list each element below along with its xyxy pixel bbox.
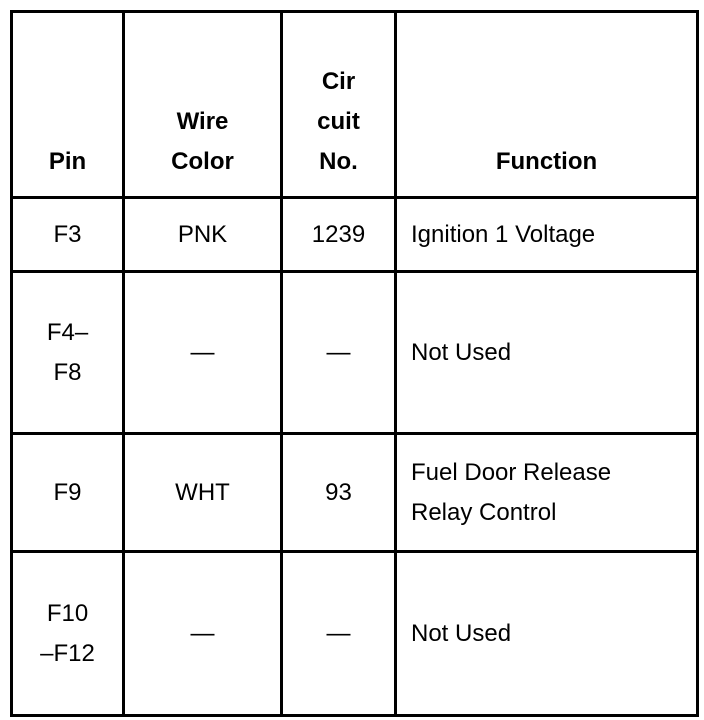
header-pin: Pin xyxy=(12,12,124,198)
wire-color-cell: — xyxy=(124,552,282,716)
wire-color-cell: — xyxy=(124,272,282,434)
function-cell: Ignition 1 Voltage xyxy=(396,198,698,272)
pin-cell xyxy=(12,552,124,716)
pin-line-2: F8 xyxy=(53,358,82,386)
pin-cell: F3 xyxy=(12,198,124,272)
header-circuit-no xyxy=(282,12,396,198)
function-line-1: Fuel Door Release xyxy=(411,458,612,486)
header-circuit-line-2: cuit xyxy=(317,108,360,135)
header-row xyxy=(12,12,698,198)
function-cell: Not Used xyxy=(396,272,698,434)
pin-line-1: F4– xyxy=(46,318,89,346)
header-wire-color-line-2: Color xyxy=(171,148,234,175)
wire-color-cell: WHT xyxy=(124,434,282,552)
circuit-cell: — xyxy=(282,552,396,716)
header-wire-color-line-1: Wire xyxy=(176,108,229,135)
circuit-cell: — xyxy=(282,272,396,434)
table-row xyxy=(12,272,698,434)
pin-line-1: F10 xyxy=(46,599,89,627)
pin-cell: F9 xyxy=(12,434,124,552)
header-function: Function xyxy=(396,12,698,198)
function-line-2: Relay Control xyxy=(411,498,557,526)
pin-line-2: –F12 xyxy=(40,639,95,667)
table-row xyxy=(12,198,698,272)
circuit-cell: 93 xyxy=(282,434,396,552)
function-cell xyxy=(396,434,698,552)
circuit-cell: 1239 xyxy=(282,198,396,272)
wire-color-cell: PNK xyxy=(124,198,282,272)
table-row xyxy=(12,434,698,552)
header-wire-color xyxy=(124,12,282,198)
header-circuit-line-1: Cir xyxy=(321,68,356,95)
connector-pin-table xyxy=(10,10,699,717)
header-circuit-line-3: No. xyxy=(319,148,358,175)
table-row xyxy=(12,552,698,716)
pin-cell xyxy=(12,272,124,434)
function-cell: Not Used xyxy=(396,552,698,716)
